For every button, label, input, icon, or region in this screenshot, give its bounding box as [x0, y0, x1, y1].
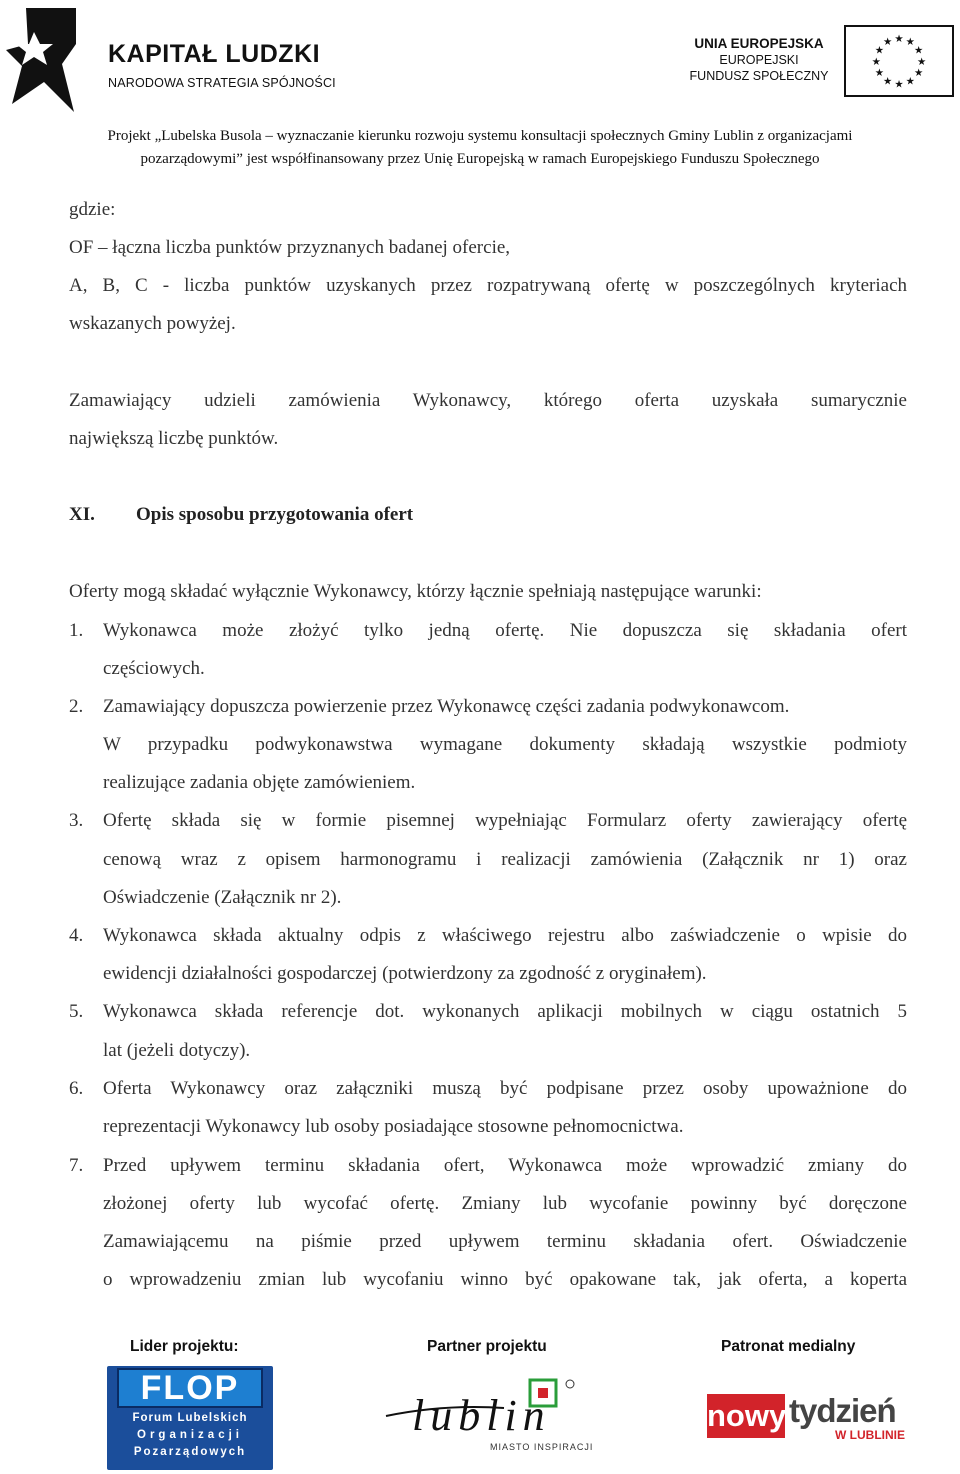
flop-logo-line-3: Pozarządowych: [133, 1446, 247, 1458]
list-item-number: 7.: [69, 1155, 84, 1176]
list-item-line: Wykonawca składa aktualny odpis z właściwego rejestru albo zaświadczenie o wpisie do: [103, 925, 907, 946]
tydzien-word: tydzień: [789, 1392, 896, 1429]
list-item-line: W przypadku podwykonawstwa wymagane dokumenty składają wszystkie podmioty: [103, 734, 907, 755]
flop-logo-line-1: Forum Lubelskich: [132, 1412, 248, 1424]
project-info-line-2: pozarządowymi” jest współfinansowany przez Unię Europejską w ramach Europejskiego Funduszu Społecznego: [140, 151, 820, 167]
list-item-number: 3.: [69, 810, 84, 831]
list-item-line: Ofertę składa się w formie pisemnej wypełniając Formularz oferty zawierający ofertę: [103, 810, 907, 831]
section-number: XI.: [69, 504, 95, 525]
list-item-line: cenową wraz z opisem harmonogramu i realizacji zamówienia (Załącznik nr 1) oraz: [103, 849, 907, 870]
list-item-number: 2.: [69, 696, 84, 717]
ue-text-block: [684, 36, 834, 84]
eu-star-icon: ★: [874, 44, 885, 57]
list-item-line: Wykonawca składa referencje dot. wykonanych aplikacji mobilnych w ciągu ostatnich 5: [103, 1001, 907, 1022]
eu-star-icon: ★: [874, 67, 885, 80]
lublin-wordmark: lublin: [412, 1391, 551, 1440]
list-item-line: złożonej oferty lub wycofać ofertę. Zmiany lub wycofanie powinny być doręczone: [103, 1193, 907, 1214]
conditions-intro: Oferty mogą składać wyłącznie Wykonawcy, którzy łącznie spełniają następujące warunki:: [69, 581, 762, 602]
list-item-line: Przed upływem terminu składania ofert, Wykonawca może wprowadzić zmiany do: [103, 1155, 907, 1176]
eu-star-icon: ★: [913, 44, 924, 57]
flop-logo-title: FLOP: [117, 1368, 263, 1408]
list-item-number: 1.: [69, 620, 84, 641]
flop-logo: [107, 1366, 273, 1470]
section-title: Opis sposobu przygotowania ofert: [136, 504, 414, 525]
list-item-line: Oświadczenie (Załącznik nr 2).: [103, 887, 342, 908]
list-item-number: 4.: [69, 925, 84, 946]
ue-line-2: EUROPEJSKI: [719, 53, 799, 67]
list-item-line: Zamawiający dopuszcza powierzenie przez Wykonawcę części zadania podwykonawcom.: [103, 696, 790, 717]
list-item-line: o wprowadzeniu zmian lub wycofaniu winno być opakowane tak, jak oferta, a koperta: [103, 1269, 907, 1290]
kapital-ludzki-subtitle: NARODOWA STRATEGIA SPÓJNOŚCI: [108, 76, 336, 90]
list-item-line: Wykonawca może złożyć tylko jedną ofertę. Nie dopuszcza się składania ofert: [103, 620, 907, 641]
eu-star-icon: ★: [905, 75, 915, 88]
kapital-ludzki-title: KAPITAŁ LUDZKI: [108, 40, 321, 68]
gdzie-label: gdzie:: [69, 199, 116, 220]
eu-star-icon: ★: [894, 33, 904, 46]
eu-star-icon: ★: [917, 55, 927, 68]
flop-logo-line-2: Organizacji: [137, 1429, 243, 1441]
list-item-line: realizujące zadania objęte zamówieniem.: [103, 772, 416, 793]
list-item-number: 5.: [69, 1001, 84, 1022]
list-item-line: częściowych.: [103, 658, 205, 679]
list-item-line: Zamawiającemu na piśmie przed upływem terminu składania ofert. Oświadczenie: [103, 1231, 907, 1252]
of-definition: OF – łączna liczba punktów przyznanych badanej ofercie,: [69, 237, 511, 258]
project-info-line-1: Projekt „Lubelska Busola – wyznaczanie kierunku rozwoju systemu konsultacji społecznych Gminy Lublin z organizacjami: [107, 128, 853, 144]
list-item-line: lat (jeżeli dotyczy).: [103, 1040, 251, 1061]
award-paragraph-line-1: Zamawiający udzieli zamówienia Wykonawcy, którego oferta uzyskała sumarycznie: [69, 390, 907, 411]
patronat-label: Patronat medialny: [721, 1338, 856, 1355]
abc-definition-line-2: wskazanych powyżej.: [69, 313, 236, 334]
lider-label: Lider projektu:: [130, 1338, 239, 1355]
list-item-number: 6.: [69, 1078, 84, 1099]
eu-flag-stars-icon: [844, 25, 954, 97]
ue-line-1: UNIA EUROPEJSKA: [694, 36, 824, 51]
eu-star-icon: ★: [883, 36, 893, 49]
lublin-tagline: MIASTO INSPIRACJI: [490, 1442, 594, 1452]
eu-star-icon: ★: [894, 78, 904, 91]
partner-label: Partner projektu: [427, 1338, 547, 1355]
eu-star-icon: ★: [871, 55, 881, 68]
abc-definition-line-1: A, B, C - liczba punktów uzyskanych przez rozpatrywaną ofertę w poszczególnych kryteriach: [69, 275, 907, 296]
award-paragraph-line-2: największą liczbę punktów.: [69, 428, 279, 449]
ue-line-3: FUNDUSZ SPOŁECZNY: [689, 69, 829, 83]
list-item-line: ewidencji działalności gospodarczej (potwierdzony za zgodność z oryginałem).: [103, 963, 707, 984]
eu-star-icon: ★: [905, 36, 915, 49]
kapital-ludzki-logo-icon: [4, 4, 80, 116]
list-item-line: reprezentacji Wykonawcy lub osoby posiadające stosowne pełnomocnictwa.: [103, 1116, 684, 1137]
w-lublinie-word: W LUBLINIE: [835, 1428, 905, 1442]
list-item-line: Oferta Wykonawcy oraz załączniki muszą być podpisane przez osoby upoważnione do: [103, 1078, 907, 1099]
eu-star-icon: ★: [913, 67, 924, 80]
nowy-word: nowy: [707, 1394, 785, 1438]
eu-star-icon: ★: [883, 75, 893, 88]
